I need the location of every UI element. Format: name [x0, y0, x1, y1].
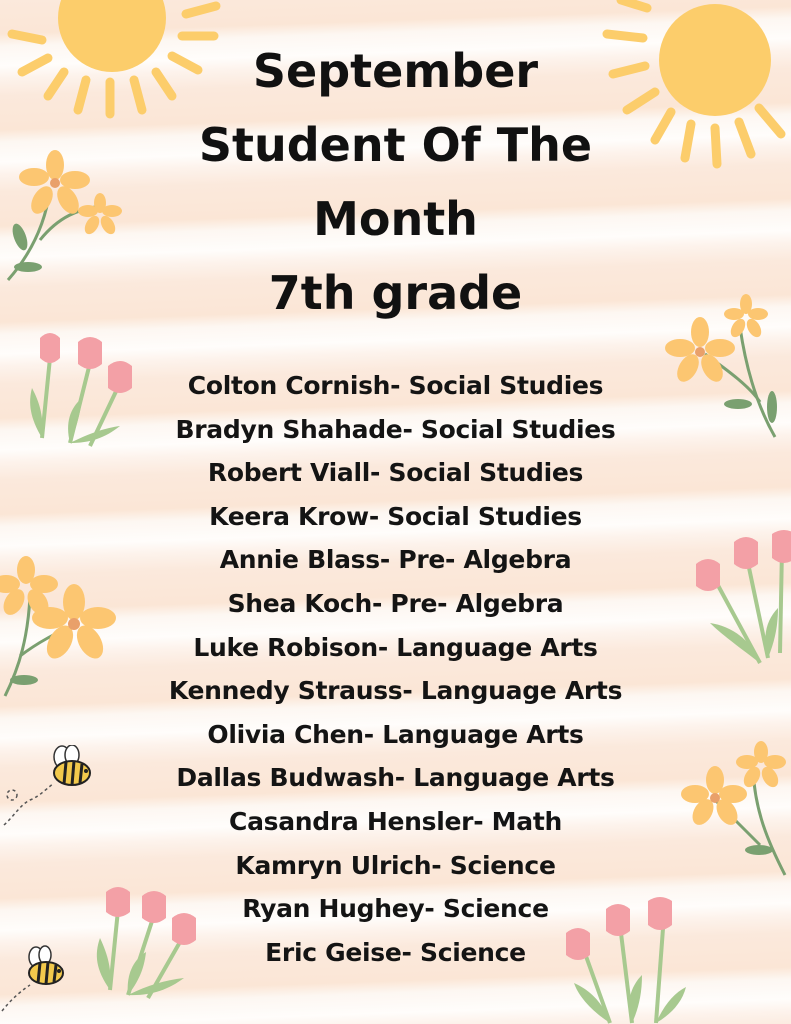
list-item: Shea Koch- Pre- Algebra — [227, 588, 564, 618]
list-item: Keera Krow- Social Studies — [209, 501, 582, 531]
student-list — [0, 364, 791, 974]
list-item: Ryan Hughey- Science — [242, 894, 549, 924]
list-item: Dallas Budwash- Language Arts — [176, 763, 615, 793]
list-item: Annie Blass- Pre- Algebra — [219, 545, 572, 575]
list-item: Eric Geise- Science — [265, 937, 526, 967]
list-item: Olivia Chen- Language Arts — [207, 719, 584, 749]
list-item: Robert Viall- Social Studies — [207, 458, 584, 488]
list-item: Luke Robison- Language Arts — [193, 632, 598, 662]
title-line: September — [252, 44, 539, 98]
list-item: Kamryn Ulrich- Science — [235, 850, 556, 880]
list-item: Colton Cornish- Social Studies — [187, 371, 604, 400]
title-line: Student Of The — [198, 118, 593, 172]
title-line: Month — [313, 192, 478, 246]
title-line: 7th grade — [268, 266, 523, 320]
list-item: Kennedy Strauss- Language Arts — [168, 676, 623, 706]
list-item: Casandra Hensler- Math — [229, 806, 562, 836]
list-item: Bradyn Shahade- Social Studies — [175, 414, 616, 444]
poster-title — [0, 34, 791, 330]
